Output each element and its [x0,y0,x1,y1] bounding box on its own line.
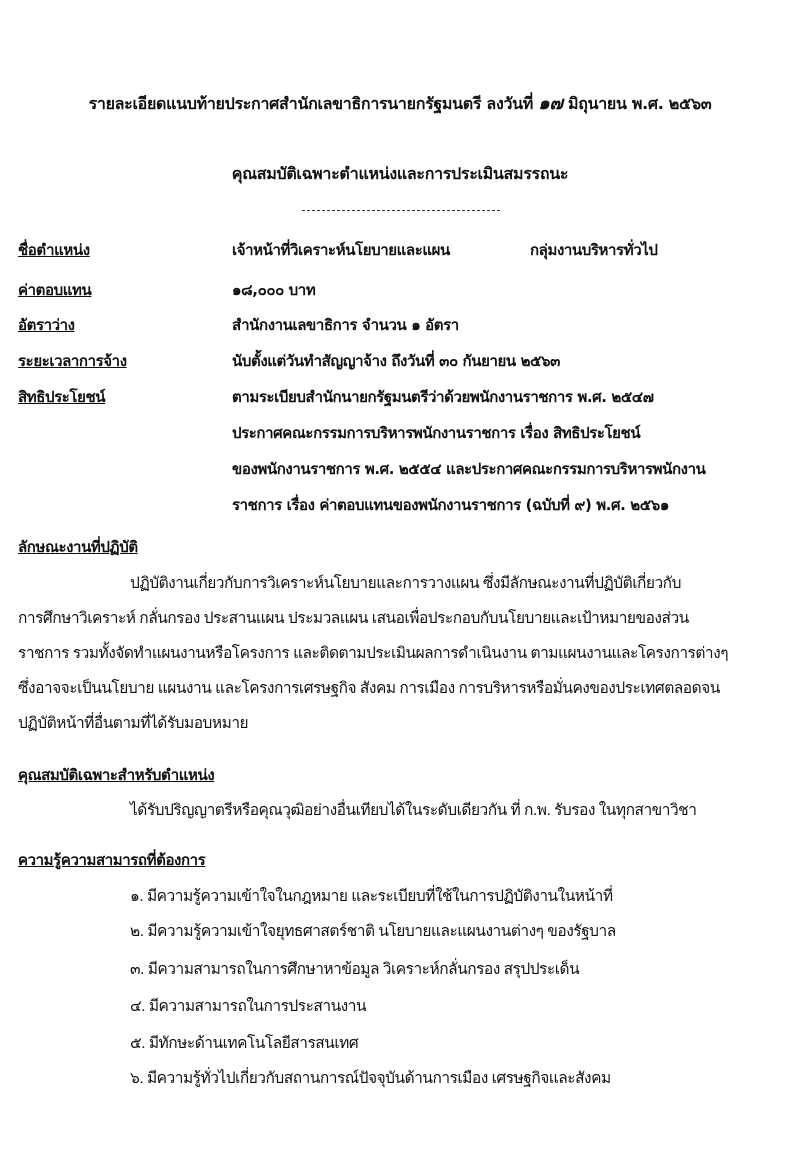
knowledge-item-3: ๓. มีความสามารถในการศึกษาหาข้อมูล วิเคราะห์กลั่นกรอง สรุปประเด็น [130,961,580,978]
knowledge-item-1: ๑. มีความรู้ความเข้าใจในกฎหมาย และระเบียบที่ใช้ในการปฏิบัติงานในหน้าที่ [130,888,613,905]
field-label-vacancy: อัตราว่าง [18,316,75,334]
duties-line-3: ราชการ รวมทั้งจัดทำแผนงานหรือโครงการ และติดตามประเมินผลการดำเนินงาน ตามแผนงานและโครงการต่างๆ [18,645,729,662]
document-header [0,88,800,117]
field-label-position: ชื่อตำแหน่ง [18,241,90,259]
handwritten-date: ๑๗ [538,93,563,114]
section-heading-knowledge: ความรู้ความสามารถที่ต้องการ [18,851,206,869]
field-value-compensation: ๑๘,๐๐๐ บาท [232,281,316,299]
section-heading-qualification: คุณสมบัติเฉพาะสำหรับตำแหน่ง [18,766,215,784]
field-label-benefits: สิทธิประโยชน์ [18,388,106,406]
field-value-group: กลุ่มงานบริหารทั่วไป [530,241,658,259]
field-value-benefits-line-1: ตามระเบียบสำนักนายกรัฐมนตรีว่าด้วยพนักงานราชการ พ.ศ. ๒๕๔๗ [232,388,654,406]
field-label-employment-period: ระยะเวลาการจ้าง [18,352,127,370]
knowledge-item-6: ๖. มีความรู้ทั่วไปเกี่ยวกับสถานการณ์ปัจจุบันด้านการเมือง เศรษฐกิจและสังคม [130,1070,611,1087]
header-prefix: รายละเอียดแนบท้ายประกาศสำนักเลขาธิการนายกรัฐมนตรี ลงวันที่ [88,94,539,113]
knowledge-item-4: ๔. มีความสามารถในการประสานงาน [130,998,367,1015]
duties-line-1: ปฏิบัติงานเกี่ยวกับการวิเคราะห์นโยบายและการวางแผน ซึ่งมีลักษณะงานที่ปฏิบัติเกี่ยวกับ [130,575,681,592]
field-value-position: เจ้าหน้าที่วิเคราะห์นโยบายและแผน [232,241,450,259]
field-value-benefits-line-3: ของพนักงานราชการ พ.ศ. ๒๕๕๔ และประกาศคณะกรรมการบริหารพนักงาน [232,460,706,478]
knowledge-item-5: ๕. มีทักษะด้านเทคโนโลยีสารสนเทศ [130,1035,359,1052]
knowledge-item-2: ๒. มีความรู้ความเข้าใจยุทธศาสตร์ชาติ นโยบายและแผนงานต่างๆ ของรัฐบาล [130,923,616,940]
field-value-vacancy: สำนักงานเลขาธิการ จำนวน ๑ อัตรา [232,316,459,334]
dashed-divider [302,210,500,211]
header-suffix: มิถุนายน พ.ศ. ๒๕๖๓ [562,94,712,113]
field-label-compensation: ค่าตอบแทน [18,281,92,299]
field-value-benefits-line-4: ราชการ เรื่อง ค่าตอบแทนของพนักงานราชการ (ฉบับที่ ๙) พ.ศ. ๒๕๖๑ [232,496,669,514]
document-subtitle: คุณสมบัติเฉพาะตำแหน่งและการประเมินสมรรถนะ [231,164,569,183]
field-value-employment-period: นับตั้งแต่วันทำสัญญาจ้าง ถึงวันที่ ๓๐ กันยายน ๒๕๖๓ [232,352,560,370]
field-value-benefits-line-2: ประกาศคณะกรรมการบริหารพนักงานราชการ เรื่อง สิทธิประโยชน์ [232,424,641,442]
section-heading-duties: ลักษณะงานที่ปฏิบัติ [18,538,138,556]
duties-line-4: ซึ่งอาจจะเป็นนโยบาย แผนงาน และโครงการเศรษฐกิจ สังคม การเมือง การบริหารหรือมั่นคงของประเทศตลอดจน [18,680,720,697]
duties-line-5: ปฏิบัติหน้าที่อื่นตามที่ได้รับมอบหมาย [18,715,249,732]
duties-line-2: การศึกษาวิเคราะห์ กลั่นกรอง ประสานแผน ประมวลแผน เสนอเพื่อประกอบกับนโยบายและเป้าหมายของส่วน [18,610,689,627]
qualification-text: ได้รับปริญญาตรีหรือคุณวุฒิอย่างอื่นเทียบได้ในระดับเดียวกัน ที่ ก.พ. รับรอง ในทุกสาขาวิชา [130,802,697,819]
